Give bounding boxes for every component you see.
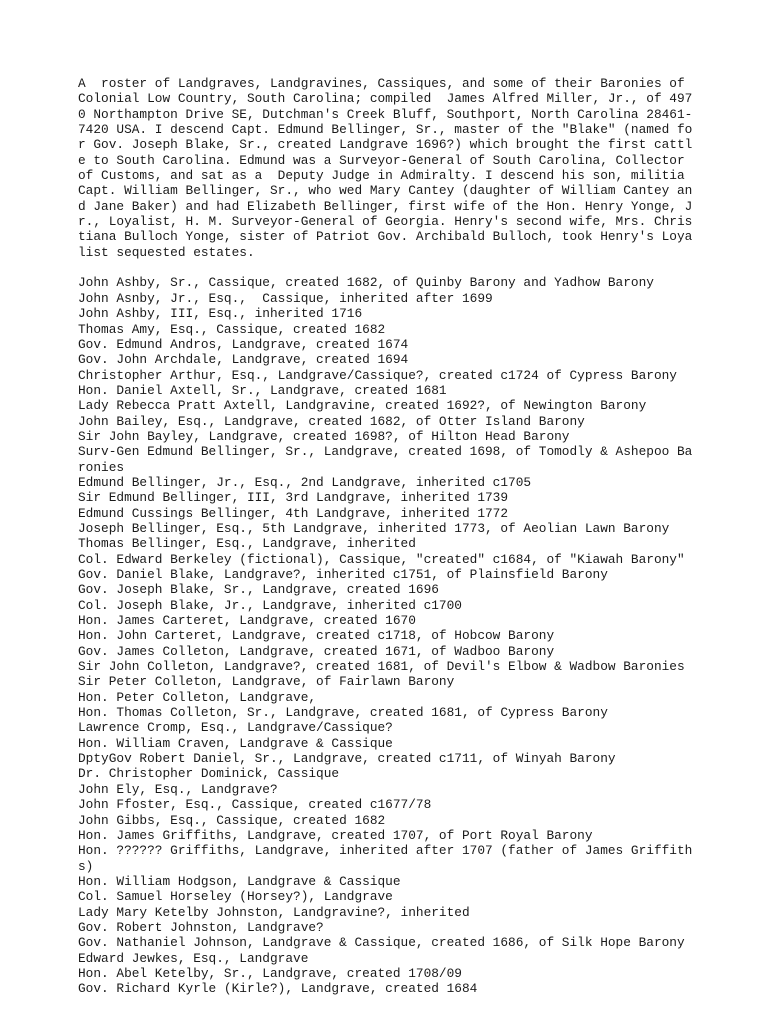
roster-entry: Col. Edward Berkeley (fictional), Cassique, "created" c1684, of "Kiawah Barony" — [78, 551, 685, 567]
intro-line: 7420 USA. I descend Capt. Edmund Bellinger, Sr., master of the "Blake" (named fo — [78, 122, 693, 138]
intro-line: list sequested estates. — [78, 244, 255, 260]
roster-entry: Gov. Richard Kyrle (Kirle?), Landgrave, created 1684 — [78, 981, 478, 997]
intro-line: A roster of Landgraves, Landgravines, Cassiques, and some of their Baronies of — [78, 76, 685, 91]
intro-line: d Jane Baker) and had Elizabeth Bellinger, first wife of the Hon. Henry Yonge, J — [78, 198, 693, 214]
roster-list — [78, 275, 758, 996]
roster-entry: Sir John Bayley, Landgrave, created 1698?, of Hilton Head Barony — [78, 428, 570, 444]
roster-entry: John Ashby, III, Esq., inherited 1716 — [78, 306, 363, 322]
roster-entry: Hon. John Carteret, Landgrave, created c1718, of Hobcow Barony — [78, 628, 555, 644]
roster-entry: Edmund Cussings Bellinger, 4th Landgrave, inherited 1772 — [78, 505, 509, 521]
roster-entry: Gov. Edmund Andros, Landgrave, created 1674 — [78, 336, 409, 352]
roster-entry: Surv-Gen Edmund Bellinger, Sr., Landgrave, created 1698, of Tomodly & Ashepoo Ba — [78, 444, 693, 460]
intro-line: tiana Bulloch Yonge, sister of Patriot Gov. Archibald Bulloch, took Henry's Loya — [78, 229, 693, 245]
intro-line: of Customs, and sat as a Deputy Judge in Admiralty. I descend his son, militia — [78, 168, 685, 184]
roster-entry: Lady Mary Ketelby Johnston, Landgravine?, inherited — [78, 904, 470, 920]
roster-entry: Hon. William Craven, Landgrave & Cassique — [78, 735, 393, 751]
intro-line: r Gov. Joseph Blake, Sr., created Landgrave 1696?) which brought the first cattl — [78, 137, 693, 153]
roster-entry: Lawrence Cromp, Esq., Landgrave/Cassique? — [78, 720, 393, 736]
intro-line: r., Loyalist, H. M. Surveyor-General of Georgia. Henry's second wife, Mrs. Chris — [78, 214, 693, 230]
roster-entry: Col. Samuel Horseley (Horsey?), Landgrave — [78, 889, 393, 905]
roster-entry: Sir John Colleton, Landgrave?, created 1681, of Devil's Elbow & Wadbow Baronies — [78, 659, 685, 675]
intro-line: e to South Carolina. Edmund was a Surveyor-General of South Carolina, Collector — [78, 152, 685, 168]
roster-entry: Hon. Thomas Colleton, Sr., Landgrave, created 1681, of Cypress Barony — [78, 705, 608, 721]
intro-line: Capt. William Bellinger, Sr., who wed Mary Cantey (daughter of William Cantey an — [78, 183, 693, 199]
roster-entry: Lady Rebecca Pratt Axtell, Landgravine, created 1692?, of Newington Barony — [78, 398, 647, 414]
roster-entry: Joseph Bellinger, Esq., 5th Landgrave, inherited 1773, of Aeolian Lawn Barony — [78, 520, 670, 536]
roster-entry: Christopher Arthur, Esq., Landgrave/Cassique?, created c1724 of Cypress Barony — [78, 367, 677, 383]
roster-entry: Thomas Bellinger, Esq., Landgrave, inherited — [78, 536, 416, 552]
roster-entry: John Asnby, Jr., Esq., Cassique, inherited after 1699 — [78, 290, 493, 306]
intro-line: 0 Northampton Drive SE, Dutchman's Creek Bluff, Southport, North Carolina 28461- — [78, 106, 693, 122]
roster-entry: Gov. Daniel Blake, Landgrave?, inherited c1751, of Plainsfield Barony — [78, 567, 608, 582]
intro-paragraph — [78, 76, 758, 260]
roster-entry: Gov. James Colleton, Landgrave, created 1671, of Wadboo Barony — [78, 643, 555, 659]
roster-entry: Edmund Bellinger, Jr., Esq., 2nd Landgrave, inherited c1705 — [78, 474, 532, 490]
roster-entry: John Ffoster, Esq., Cassique, created c1677/78 — [78, 797, 432, 813]
roster-entry: John Ely, Esq., Landgrave? — [78, 781, 278, 797]
roster-entry: Edward Jewkes, Esq., Landgrave — [78, 950, 309, 966]
roster-entry: Hon. James Griffiths, Landgrave, created 1707, of Port Royal Barony — [78, 827, 593, 843]
roster-entry: ronies — [78, 459, 125, 475]
roster-entry: Hon. William Hodgson, Landgrave & Cassique — [78, 873, 401, 889]
roster-entry: Sir Peter Colleton, Landgrave, of Fairlawn Barony — [78, 674, 455, 690]
roster-entry: s) — [78, 858, 94, 874]
roster-entry: Gov. Joseph Blake, Sr., Landgrave, created 1696 — [78, 582, 439, 598]
roster-entry: Col. Joseph Blake, Jr., Landgrave, inherited c1700 — [78, 597, 462, 613]
roster-entry: Dr. Christopher Dominick, Cassique — [78, 766, 340, 782]
paragraph-gap — [78, 260, 758, 275]
intro-line: Colonial Low Country, South Carolina; compiled James Alfred Miller, Jr., of 497 — [78, 91, 693, 107]
roster-entry: John Bailey, Esq., Landgrave, created 1682, of Otter Island Barony — [78, 413, 585, 429]
document-page — [78, 76, 758, 997]
roster-entry: Gov. Robert Johnston, Landgrave? — [78, 919, 324, 935]
roster-entry: John Ashby, Sr., Cassique, created 1682, of Quinby Barony and Yadhow Barony — [78, 275, 654, 291]
roster-entry: Sir Edmund Bellinger, III, 3rd Landgrave, inherited 1739 — [78, 490, 509, 506]
roster-entry: John Gibbs, Esq., Cassique, created 1682 — [78, 812, 386, 828]
roster-entry: Thomas Amy, Esq., Cassique, created 1682 — [78, 321, 386, 337]
roster-entry: Hon. ?????? Griffiths, Landgrave, inherited after 1707 (father of James Griffith — [78, 843, 693, 859]
roster-entry: Gov. John Archdale, Landgrave, created 1694 — [78, 352, 409, 368]
roster-entry: DptyGov Robert Daniel, Sr., Landgrave, created c1711, of Winyah Barony — [78, 751, 616, 767]
roster-entry: Hon. Peter Colleton, Landgrave, — [78, 689, 317, 705]
roster-entry: Gov. Nathaniel Johnson, Landgrave & Cassique, created 1686, of Silk Hope Barony — [78, 935, 685, 951]
roster-entry: Hon. Abel Ketelby, Sr., Landgrave, created 1708/09 — [78, 965, 462, 981]
roster-entry: Hon. James Carteret, Landgrave, created 1670 — [78, 613, 416, 629]
roster-entry: Hon. Daniel Axtell, Sr., Landgrave, created 1681 — [78, 382, 447, 398]
